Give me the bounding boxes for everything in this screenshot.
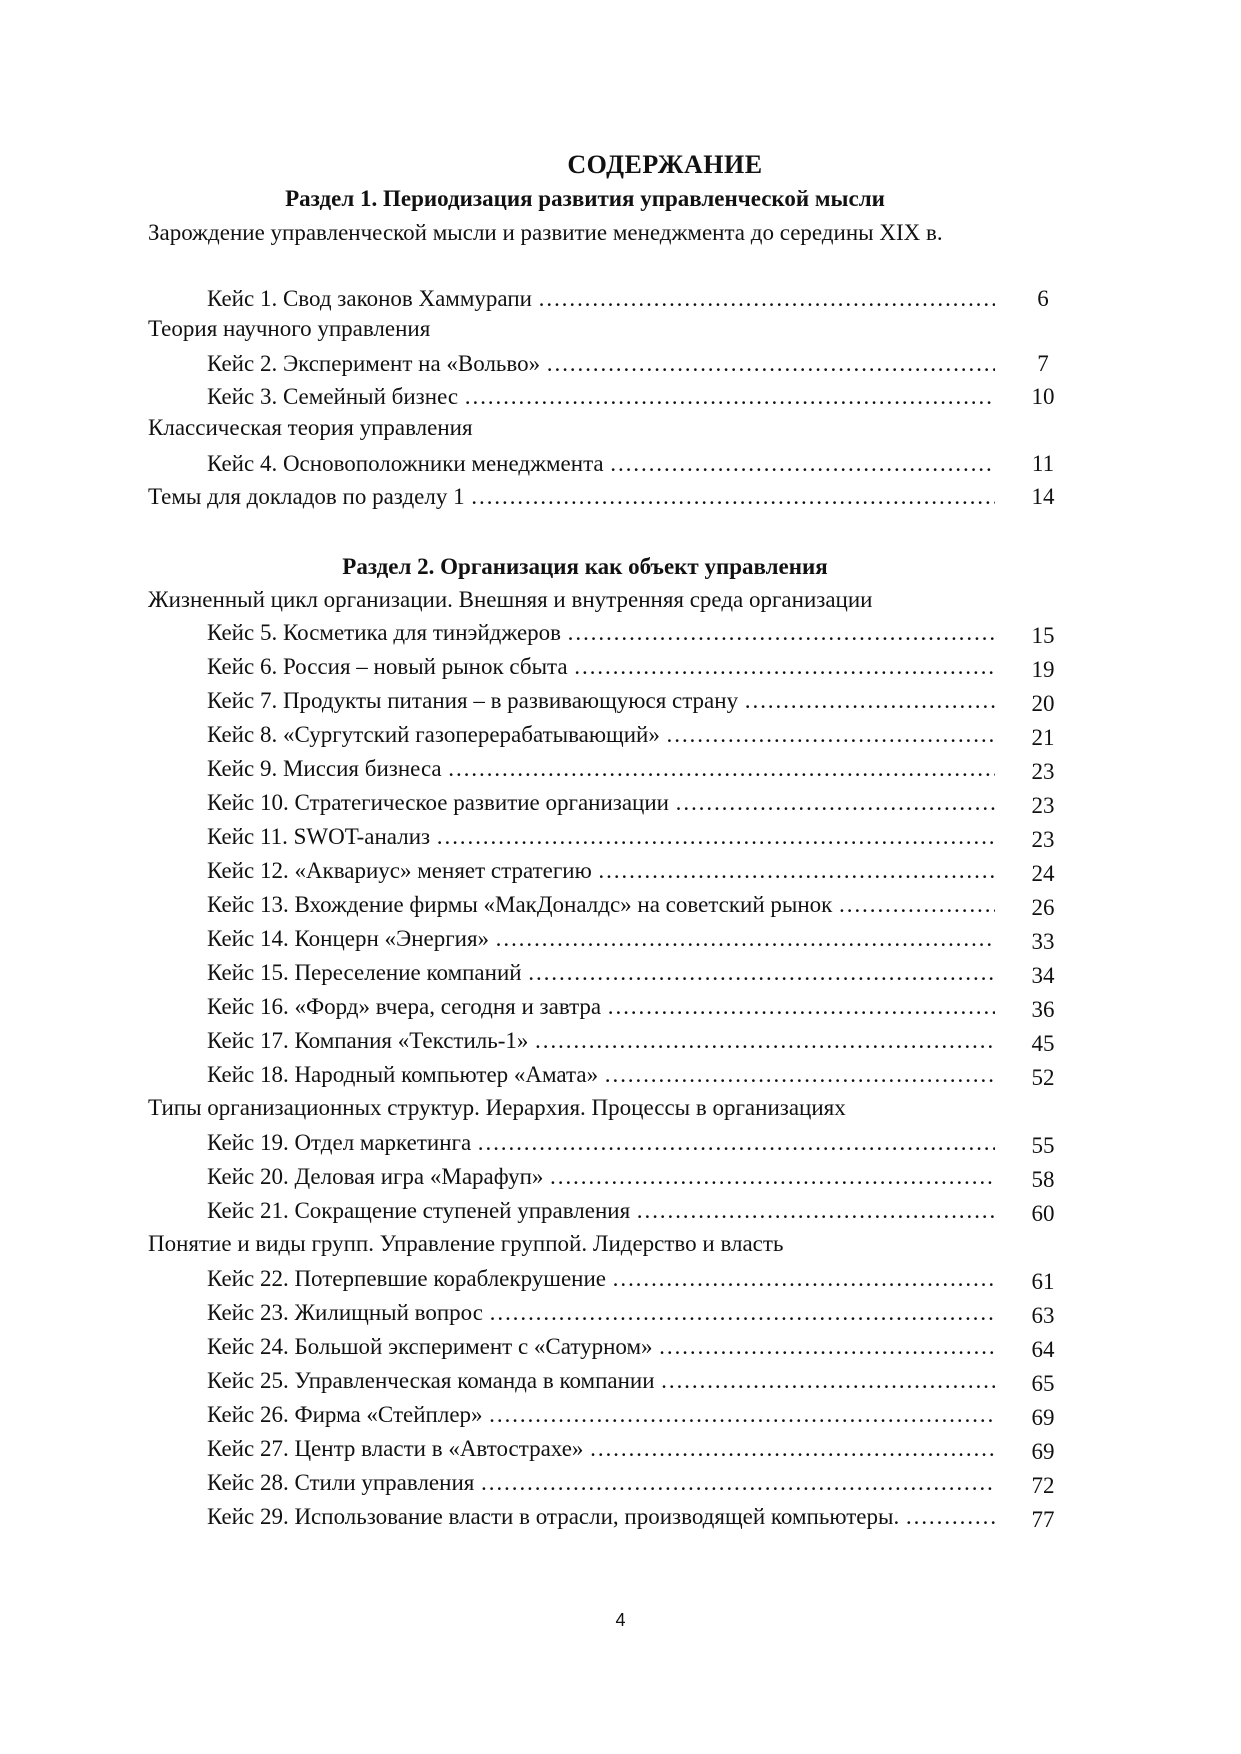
toc-entry-label: Кейс 24. Большой эксперимент с «Сатурном» …………………………………………………………………………………………………………………………………… xyxy=(207,1331,995,1363)
toc-entry[interactable] xyxy=(207,1059,995,1091)
toc-entry-label: Кейс 23. Жилищный вопрос …………………………………………………………………………………………………………………………………… xyxy=(207,1297,995,1329)
toc-entry[interactable] xyxy=(207,1433,995,1465)
toc-topic: Понятие и виды групп. Управление группой. Лидерство и власть xyxy=(148,1231,784,1256)
toc-entry[interactable] xyxy=(207,381,995,413)
toc-entry-label: Кейс 27. Центр власти в «Автострахе» …………………………………………………………………………………………………………………………………… xyxy=(207,1433,995,1465)
toc-entry-label: Кейс 13. Вхождение фирмы «МакДоналдс» на советский рынок …………………………………………………………………………………………………………………………………… xyxy=(207,889,995,921)
toc-entry-label: Кейс 29. Использование власти в отрасли, производящей компьютеры. …………………………………………………………………………………………………………………………………… xyxy=(207,1501,995,1533)
toc-page-number: 20 xyxy=(1031,691,1055,716)
toc-entry-label: Кейс 4. Основоположники менеджмента …………………………………………………………………………………………………………………………………… xyxy=(207,448,995,480)
toc-page-number: 6 xyxy=(1037,286,1049,311)
toc-entry[interactable] xyxy=(207,957,995,989)
toc-page-number: 69 xyxy=(1031,1405,1055,1430)
toc-entry-label: Кейс 7. Продукты питания – в развивающуюся страну …………………………………………………………………………………………………………………………………… xyxy=(207,685,995,717)
toc-page-number: 65 xyxy=(1031,1371,1055,1396)
toc-entry[interactable] xyxy=(148,481,995,513)
toc-entry[interactable] xyxy=(207,855,995,887)
toc-entry-label: Кейс 25. Управленческая команда в компании …………………………………………………………………………………………………………………………………… xyxy=(207,1365,995,1397)
toc-page-number: 34 xyxy=(1031,963,1055,988)
toc-page-number: 64 xyxy=(1031,1337,1055,1362)
toc-entry[interactable] xyxy=(207,923,995,955)
toc-page-number: 11 xyxy=(1031,451,1055,476)
toc-entry[interactable] xyxy=(207,283,995,315)
toc-entry[interactable] xyxy=(207,1365,995,1397)
toc-entry-label: Кейс 19. Отдел маркетинга …………………………………………………………………………………………………………………………………… xyxy=(207,1127,995,1159)
toc-entry[interactable] xyxy=(207,1195,995,1227)
toc-entry[interactable] xyxy=(207,651,995,683)
toc-page-number: 26 xyxy=(1031,895,1055,920)
page-title: СОДЕРЖАНИЕ xyxy=(567,150,763,179)
toc-entry-label: Кейс 15. Переселение компаний …………………………………………………………………………………………………………………………………… xyxy=(207,957,995,989)
toc-page-number: 45 xyxy=(1031,1031,1055,1056)
toc-page-number: 21 xyxy=(1031,725,1055,750)
toc-entry[interactable] xyxy=(207,685,995,717)
toc-entry-label: Кейс 10. Стратегическое развитие организации …………………………………………………………………………………………………………………………………… xyxy=(207,787,995,819)
toc-page-number: 61 xyxy=(1031,1269,1055,1294)
toc-entry-label: Кейс 17. Компания «Текстиль-1» …………………………………………………………………………………………………………………………………… xyxy=(207,1025,995,1057)
toc-entry[interactable] xyxy=(207,1025,995,1057)
toc-page-number: 52 xyxy=(1031,1065,1055,1090)
section-2-heading: Раздел 2. Организация как объект управления xyxy=(342,554,828,579)
toc-entry[interactable] xyxy=(207,889,995,921)
toc-entry-label: Кейс 14. Концерн «Энергия» …………………………………………………………………………………………………………………………………… xyxy=(207,923,995,955)
toc-page-number: 33 xyxy=(1031,929,1055,954)
toc-entry[interactable] xyxy=(207,617,995,649)
toc-page-number: 69 xyxy=(1031,1439,1055,1464)
toc-entry-label: Кейс 6. Россия – новый рынок сбыта …………………………………………………………………………………………………………………………………… xyxy=(207,651,995,683)
toc-entry-label: Кейс 21. Сокращение ступеней управления …………………………………………………………………………………………………………………………………… xyxy=(207,1195,995,1227)
toc-entry[interactable] xyxy=(207,1399,995,1431)
toc-page-number: 19 xyxy=(1031,657,1055,682)
toc-page-number: 58 xyxy=(1031,1167,1055,1192)
toc-entry-label: Кейс 1. Свод законов Хаммурапи …………………………………………………………………………………………………………………………………… xyxy=(207,283,995,315)
toc-topic: Теория научного управления xyxy=(148,316,431,341)
toc-entry[interactable] xyxy=(207,821,995,853)
toc-entry-label: Кейс 5. Косметика для тинэйджеров …………………………………………………………………………………………………………………………………… xyxy=(207,617,995,649)
toc-page-number: 10 xyxy=(1031,384,1055,409)
toc-page-number: 36 xyxy=(1031,997,1055,1022)
toc-entry[interactable] xyxy=(207,719,995,751)
page-number-footer: 4 xyxy=(615,1610,626,1630)
toc-page-number: 72 xyxy=(1031,1473,1055,1498)
toc-topic: Жизненный цикл организации. Внешняя и внутренняя среда организации xyxy=(148,587,873,612)
toc-entry-label: Кейс 12. «Аквариус» меняет стратегию …………………………………………………………………………………………………………………………………… xyxy=(207,855,995,887)
toc-entry-label: Кейс 16. «Форд» вчера, сегодня и завтра …………………………………………………………………………………………………………………………………… xyxy=(207,991,995,1023)
toc-entry-label: Кейс 9. Миссия бизнеса …………………………………………………………………………………………………………………………………… xyxy=(207,753,995,785)
toc-entry[interactable] xyxy=(207,1297,995,1329)
section-1-heading: Раздел 1. Периодизация развития управленческой мысли xyxy=(285,186,885,211)
toc-entry-label: Кейс 18. Народный компьютер «Амата» …………………………………………………………………………………………………………………………………… xyxy=(207,1059,995,1091)
toc-page-number: 14 xyxy=(1031,484,1055,509)
toc-entry-label: Темы для докладов по разделу 1 …………………………………………………………………………………………………………………………………… xyxy=(148,481,995,513)
toc-page-number: 15 xyxy=(1031,623,1055,648)
toc-page-number: 23 xyxy=(1031,759,1055,784)
toc-entry[interactable] xyxy=(207,787,995,819)
toc-topic: Зарождение управленческой мысли и развитие менеджмента до середины XIX в. xyxy=(148,220,943,245)
toc-entry[interactable] xyxy=(207,1331,995,1363)
toc-entry[interactable] xyxy=(207,1501,995,1533)
toc-page-number: 24 xyxy=(1031,861,1055,886)
toc-page-number: 63 xyxy=(1031,1303,1055,1328)
toc-entry[interactable] xyxy=(207,991,995,1023)
toc-page-number: 23 xyxy=(1031,793,1055,818)
toc-page-number: 23 xyxy=(1031,827,1055,852)
toc-page-number: 55 xyxy=(1031,1133,1055,1158)
toc-entry[interactable] xyxy=(207,348,995,380)
toc-page-number: 60 xyxy=(1031,1201,1055,1226)
toc-page-number: 77 xyxy=(1031,1507,1055,1532)
toc-entry-label: Кейс 11. SWOT-анализ …………………………………………………………………………………………………………………………………… xyxy=(207,821,995,853)
toc-entry-label: Кейс 3. Семейный бизнес …………………………………………………………………………………………………………………………………… xyxy=(207,381,995,413)
toc-entry[interactable] xyxy=(207,448,995,480)
toc-entry-label: Кейс 8. «Сургутский газоперерабатывающий» …………………………………………………………………………………………………………………………………… xyxy=(207,719,995,751)
toc-entry-label: Кейс 26. Фирма «Стейплер» …………………………………………………………………………………………………………………………………… xyxy=(207,1399,995,1431)
toc-entry[interactable] xyxy=(207,1161,995,1193)
toc-page-number: 7 xyxy=(1037,351,1049,376)
toc-entry[interactable] xyxy=(207,1127,995,1159)
toc-entry-label: Кейс 2. Эксперимент на «Вольво» …………………………………………………………………………………………………………………………………… xyxy=(207,348,995,380)
toc-entry-label: Кейс 22. Потерпевшие кораблекрушение …………………………………………………………………………………………………………………………………… xyxy=(207,1263,995,1295)
toc-entry-label: Кейс 28. Стили управления …………………………………………………………………………………………………………………………………… xyxy=(207,1467,995,1499)
toc-topic: Классическая теория управления xyxy=(148,415,473,440)
toc-entry[interactable] xyxy=(207,1263,995,1295)
toc-topic: Типы организационных структур. Иерархия. Процессы в организациях xyxy=(148,1095,846,1120)
toc-entry[interactable] xyxy=(207,1467,995,1499)
toc-entry[interactable] xyxy=(207,753,995,785)
toc-entry-label: Кейс 20. Деловая игра «Марафуп» …………………………………………………………………………………………………………………………………… xyxy=(207,1161,995,1193)
